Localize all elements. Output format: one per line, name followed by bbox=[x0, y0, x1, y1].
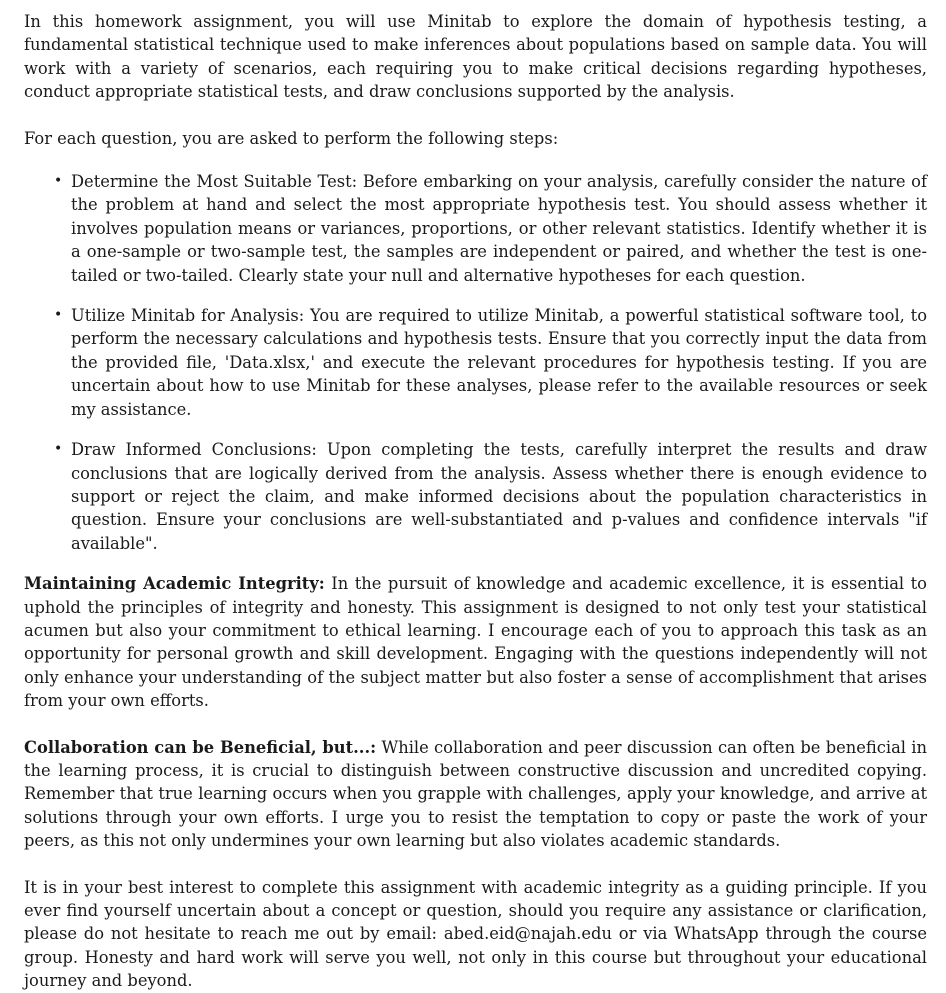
collaboration-text: While collaboration and peer discussion can often be beneficial in the learning process, it is crucial to distinguish between constructive discussion and uncredited copying. Remember that true learning occurs when you grapple with challenges, apply your knowledge, and arrive at solutions through your own efforts. I urge you to resist the temptation to copy or paste the work of your peers, as this not only undermines your own learning but also violates academic standards. bbox=[24, 737, 927, 851]
document-page bbox=[24, 10, 927, 993]
bullet-icon: • bbox=[54, 307, 63, 324]
list-item bbox=[24, 304, 927, 421]
collaboration-heading: Collaboration can be Beneficial, but...: bbox=[24, 737, 377, 757]
list-item bbox=[24, 170, 927, 287]
closing-paragraph: It is in your best interest to complete this assignment with academic integrity as a guiding principle. If you ever find yourself uncertain about a concept or question, should you require any assistance or clarification, please do not hesitate to reach me out by email: abed.eid@najah.edu or via WhatsApp through the course group. Honesty and hard work will serve you well, not only in this course but throughout your educational journey and beyond. bbox=[24, 877, 927, 991]
step-text: Utilize Minitab for Analysis: You are required to utilize Minitab, a powerful statistical software tool, to perform the necessary calculations and hypothesis tests. Ensure that you correctly input the data from the provided file, 'Data.xlsx,' and execute the relevant procedures for hypothesis testing. If you are uncertain about how to use Minitab for these analyses, please refer to the available resources or seek my assistance. bbox=[71, 306, 927, 419]
step-text: Determine the Most Suitable Test: Before embarking on your analysis, carefully consider the nature of the problem at hand and select the most appropriate hypothesis test. You should assess whether it involves population means or variances, proportions, or other relevant statistics. Identify whether it is a one-sample or two-sample test, the samples are independent or paired, and whether the test is one-tailed or two-tailed. Clearly state your null and alternative hypotheses for each question. bbox=[71, 172, 927, 285]
steps-list bbox=[24, 170, 927, 555]
integrity-paragraph bbox=[24, 572, 927, 712]
steps-intro: For each question, you are asked to perform the following steps: bbox=[24, 128, 559, 148]
integrity-text: In the pursuit of knowledge and academic excellence, it is essential to uphold the principles of integrity and honesty. This assignment is designed to not only test your statistical acumen but also your commitment to ethical learning. I encourage each of you to approach this task as an opportunity for personal growth and skill development. Engaging with the questions independently will not only enhance your understanding of the subject matter but also foster a sense of accomplishment that arises from your own efforts. bbox=[24, 574, 927, 711]
step-text: Draw Informed Conclusions: Upon completing the tests, carefully interpret the results and draw conclusions that are logically derived from the analysis. Assess whether there is enough evidence to support or reject the claim, and make informed decisions about the population characteristics in question. Ensure your conclusions are well-substantiated and p-values and confidence intervals "if available". bbox=[71, 440, 927, 553]
bullet-icon: • bbox=[54, 173, 63, 190]
intro-paragraph: In this homework assignment, you will use Minitab to explore the domain of hypothesis testing, a fundamental statistical technique used to make inferences about populations based on sample data. You will work with a variety of scenarios, each requiring you to make critical decisions regarding hypotheses, conduct appropriate statistical tests, and draw conclusions supported by the analysis. bbox=[24, 12, 927, 102]
list-item bbox=[24, 438, 927, 555]
bullet-icon: • bbox=[54, 441, 63, 458]
collaboration-paragraph bbox=[24, 736, 927, 853]
integrity-heading: Maintaining Academic Integrity: bbox=[24, 574, 325, 594]
